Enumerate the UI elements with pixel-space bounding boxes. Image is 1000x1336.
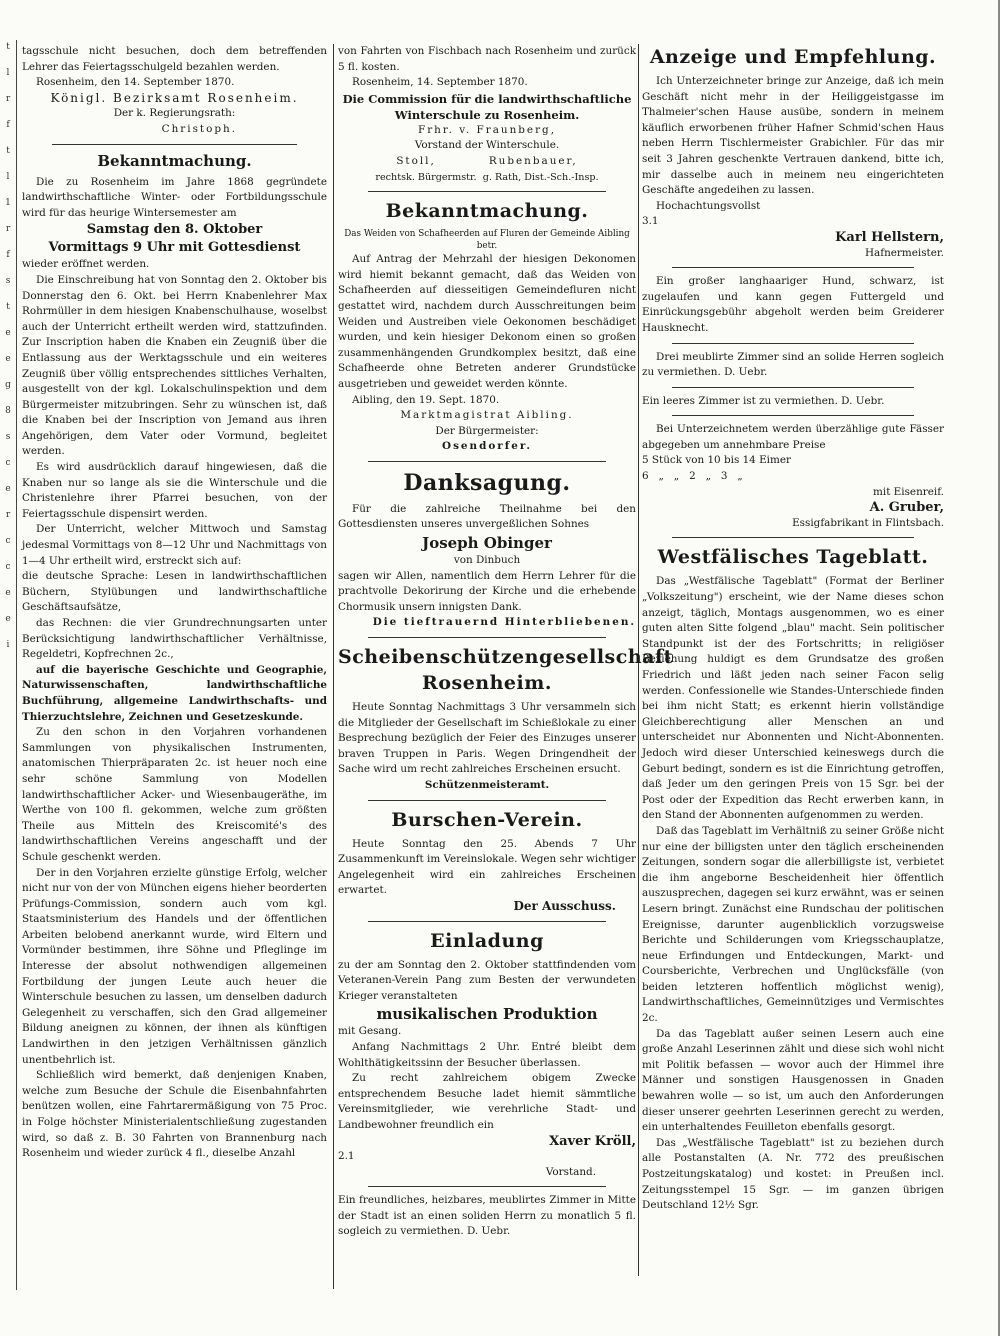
fragment-char: t	[6, 302, 10, 312]
paragraph: Für die zahlreiche Theilnahme bei den Gottesdiensten unseres unvergeßlichen Sohnes	[338, 502, 636, 531]
barrels-ad: Bei Unterzeichnetem werden überzählige gute Fässer abgegeben um annehmbare Preise	[642, 423, 944, 451]
paragraph: mit Gesang.	[338, 1025, 402, 1038]
fragment-char: 1	[5, 198, 11, 208]
column-rule	[333, 44, 334, 1289]
section-heading: Scheibenschützengesellschaft Rosenheim.	[338, 646, 673, 695]
signature: Frhr. v. Fraunberg,	[417, 123, 557, 136]
paragraph: Heute Sonntag den 25. Abends 7 Uhr Zusammenkunft im Vereinslokale. Wegen sehr wichtiger Angelegenheit wird ein zahlreiches Erscheinen erwartet.	[338, 837, 636, 897]
paragraph: Die Einschreibung hat von Sonntag den 2. Oktober bis Donnerstag den 6. Okt. bei Herrn Knabenlehrer Max Rohrmüller in dem hiesigen Knabenschulhause, woselbst auch der Unterricht ertheilt werden wird, stattzufinden. Zur Inscription haben die Knaben ein Zeugniß über die Entlassung aus der Werktagsschule und ein weiteres Zeugniß über völlig entsprechendes sittliches Verhalten, ausgestellt von der kgl. Lokalschulinspektion und dem Bürgermeister mitzubringen. Sehr zu wünschen ist, daß die Knaben bei der Inscription von Jemand aus ihren Angehörigen, dem Vater oder Vormund, begleitet werden.	[22, 273, 327, 458]
section-heading: Anzeige und Empfehlung.	[649, 46, 937, 68]
fragment-char: 8	[5, 406, 11, 416]
fragment-char: c	[5, 562, 11, 572]
paragraph: wieder eröffnet werden.	[22, 258, 150, 271]
official-title: Der Bürgermeister:	[435, 424, 539, 437]
fragment-char: f	[6, 250, 10, 260]
barrels-line: mit Eisenreif.	[873, 485, 944, 498]
fragment-char: c	[5, 458, 11, 468]
paragraph: sagen wir Allen, namentlich dem Herrn Lehrer für die prachtvolle Dekorirung der Kirche und die erhebende Chormusik unsern innigsten Dank.	[338, 569, 636, 613]
time-emphasis: Vormittags 9 Uhr mit Gottesdienst	[48, 240, 301, 256]
signature: Der Ausschuss.	[513, 898, 616, 913]
found-dog-ad: Ein großer langhaariger Hund, schwarz, ist zugelaufen und kann gegen Futtergeld und Einrückungsgebühr abgeholt werden beim Greiderer Hausknecht.	[642, 275, 944, 334]
divider	[672, 415, 914, 416]
signature: Stoll, Rubenbauer,	[396, 154, 578, 167]
signature: Die tieftrauernd Hinterbliebenen.	[372, 616, 636, 629]
section-heading: Einladung	[430, 929, 544, 952]
paragraph: Zu den schon in den Vorjahren vorhandenen Sammlungen von physikalischen Instrumenten, anatomischen Thierpräparaten 2c. ist heuer noch eine sehr schöne Sammlung von Modellen landwirthschaftlicher Acker- und Wiesenbaugeräthe, im Werthe von 100 fl. gekommen, welche zum größten Theile aus Mitteln des Kreiscomité's des landwirthschaftlichen Vereins angeschafft und der Schule geschenkt werden.	[22, 726, 327, 863]
paragraph: tagsschule nicht besuchen, doch dem betreffenden Lehrer das Feiertagsschulgeld bezahlen werden.	[22, 45, 327, 73]
column-right	[642, 44, 944, 1224]
room-ad: Ein freundliches, heizbares, meublirtes Zimmer in Mitte der Stadt ist an einen soliden Herrn zu monatlich 5 fl. sogleich zu vermiethen. D. Uebr.	[338, 1194, 636, 1238]
commission-name: Die Commission für die landwirthschaftliche Winterschule zu Rosenheim.	[342, 91, 632, 122]
signature-title: Vorstand der Winterschule.	[414, 139, 560, 152]
fragment-char: e	[5, 328, 11, 338]
date-line: Aibling, den 19. Sept. 1870.	[352, 393, 500, 406]
paragraph: Die zu Rosenheim im Jahre 1868 gegründete landwirthschaftliche Winter- oder Fortbildungsschule wird für das heurige Wintersemester am	[22, 175, 327, 219]
divider	[368, 637, 606, 638]
paragraph: Daß das Tageblatt im Verhältniß zu seiner Größe nicht nur eine der billigsten unter den täglich erscheinenden Zeitungen, sondern sogar die allerbilligste ist, verbietet die ihm angeborne Bescheidenheit hier öffentlich auszusprechen, dagegen sei kurz erwähnt, was er seinen Lesern bringt. Zunächst eine Rundschau der politischen Ereignisse, darunter augenblicklich vorzugsweise Berichte und Schilderungen vom Kriegsschauplatze, neue Erfindungen und Entdeckungen, Markt- und Coursberichte, Verbrechen und Unglücksfälle (von beiden letzteren hoffentlich möglichst wenig), Landwirthschaftliches, Gemeinnütziges und Vermischtes 2c.	[642, 824, 944, 1025]
section-heading: Bekanntmachung.	[385, 200, 589, 223]
signature: A. Gruber,	[869, 500, 944, 516]
paragraph: Heute Sonntag Nachmittags 3 Uhr versammeln sich die Mitglieder der Gesellschaft im Schießlokale zu einer Besprechung bezüglich der Feier des Einzuges unserer braven Truppen in Paris. Wegen Dringendheit der Sache wird um recht zahlreiches Erscheinen ersucht.	[338, 701, 636, 776]
paragraph: Ich Unterzeichneter bringe zur Anzeige, daß ich mein Geschäft nicht mehr in der Heiliggeistgasse im Thalmeier'schen Hause ausübe, sondern in meinem käuflich erworbenen früher Hafner Schmid'schen Haus neben Herrn Tischlermeister Grabichler. Für das mir seit 3 Jahren geschenkte Vertrauen dankend, bitte ich, mir dasselbe auch in meinem neu eingerichteten Geschäfte angedeihen zu lassen.	[642, 75, 944, 197]
column-left	[22, 44, 327, 1294]
paragraph: Der in den Vorjahren erzielte günstige Erfolg, welcher nicht nur von der von München eigens hieher beorderten Prüfungs-Commission, sondern auch vom kgl. Staatsministerium des Handels und der öffentlichen Arbeiten belobend anerkannt wurde, wird Eltern und Vormünder bestimmen, ihre Söhne und Pfleglinge im Interesse der absolut nothwendigen allgemeinen Fortbildung der jungen Leute auch heuer die Winterschule besuchen zu lassen, um denselben dadurch Gelegenheit zu verschaffen, sich den Grad allgemeiner Bildung aneignen zu können, der ihnen als künftigen Landwirthen in den jetzigen Verhältnissen gänzlich unentbehrlich ist.	[22, 866, 327, 1066]
barrels-line: 6 „ „ 2 „ 3 „	[642, 470, 743, 483]
closing: Hochachtungsvollst	[656, 199, 761, 212]
fragment-char: e	[5, 354, 11, 364]
fragment-char: t	[6, 42, 10, 52]
fragment-char: r	[5, 224, 11, 234]
fragment-char: e	[5, 614, 11, 624]
fragment-char: r	[5, 94, 11, 104]
signature-title: Vorstand.	[545, 1165, 596, 1178]
room-ad: Ein leeres Zimmer ist zu vermiethen. D. Uebr.	[642, 394, 885, 407]
divider	[368, 461, 606, 462]
paragraph: zu der am Sonntag den 2. Oktober stattfindenden vom Veteranen-Verein Pang zum Besten der verwundeten Krieger veranstalteten	[338, 958, 636, 1002]
signature: Schützenmeisteramt.	[424, 779, 550, 791]
paragraph: von Fahrten von Fischbach nach Rosenheim und zurück 5 fl. kosten.	[338, 45, 636, 73]
subheading: Das Weiden von Schafheerden auf Fluren der Gemeinde Aibling betr.	[344, 229, 630, 252]
divider	[672, 267, 914, 268]
divider	[368, 921, 606, 922]
divider	[368, 1186, 606, 1187]
signature: Xaver Kröll,	[549, 1133, 636, 1149]
paragraph: Das „Westfälische Tageblatt" (Format der Berliner „Volkszeitung") erscheint, wie der Name dieses schon anzeigt, täglich, Montags ausgenommen, wo es einer guten alten Sitte folgend „blau" macht. Sein politischer Standpunkt ist der des Fortschritts; in religiöser Beziehung huldigt es dem Grundsatze des großen Friedrich und läßt jeden nach seiner Facon selig werden. Confessionelle wie Standes-Unterschiede finden bei ihm nicht Statt; es erkennt hierin vollständige Gleichberechtigung aller Menschen an und unterscheidet nur Abonnenten und Nicht-Abonnenten. Jedoch wird dieser Unterschied keineswegs durch die Geburt bedingt, sondern es ist die Einrichtung getroffen, daß Jeder um den geringen Preis von 15 Sgr. bei der Post oder der Expedition das Recht erwerben kann, in den Stand der Abonnenten aufgenommen zu werden.	[642, 575, 944, 822]
section-heading: Bekanntmachung.	[97, 151, 252, 170]
fragment-char: s	[5, 432, 11, 442]
fragment-char: f	[6, 120, 10, 130]
paragraph: Da das Tageblatt außer seinen Lesern auch eine große Anzahl Leserinnen zählt und diese sich wohl nicht mit Politik befassen — wovor auch der Himmel ihre Männer und sonstigen Hausgenossen in Gnaden bewahren wolle — so ist, um auch den Anforderungen dieser unserer geehrten Leserinnen gerecht zu werden, ein unterhaltendes Feuilleton ebenfalls gesorgt.	[642, 1027, 944, 1134]
issuer: Marktmagistrat Aibling.	[400, 409, 574, 422]
date-emphasis: Samstag den 8. Oktober	[86, 222, 263, 238]
paragraph: Das „Westfälische Tageblatt" ist zu beziehen durch alle Postanstalten (A. Nr. 772 des preußischen Postzeitungskatalog) und kostet: in Preußen incl. Zeitungsstempel 15 Sgr. — im ganzen übrigen Deutschland 12½ Sgr.	[642, 1136, 944, 1212]
divider	[672, 537, 914, 538]
event-name: musikalischen Produktion	[376, 1005, 598, 1024]
office-name: Königl. Bezirksamt Rosenheim.	[50, 90, 299, 105]
reference-number: 3.1	[642, 215, 659, 228]
fragment-char: g	[5, 380, 11, 390]
fragment-char: r	[5, 510, 11, 520]
paragraph: Schließlich wird bemerkt, daß denjenigen Knaben, welche zum Besuche der Schule die Eisenbahnfahrten benützen wollen, eine Fahrtarermäßigung von 75 Proc. in Folge höchster Ministerialentschließung zugestanden wird, so daß z. B. 30 Fahrten von Brannenburg nach Rosenheim und wieder zurück 4 fl., dieselbe Anzahl	[22, 1069, 327, 1160]
section-heading: Westfälisches Tageblatt.	[657, 546, 929, 569]
signature-title: rechtsk. Bürgermstr. g. Rath, Dist.-Sch.-Insp.	[375, 171, 599, 183]
official-name: Christoph.	[161, 122, 237, 135]
origin: von Dinbuch	[453, 554, 521, 567]
left-margin-fragment	[0, 40, 17, 1290]
divider	[368, 800, 606, 801]
divider	[52, 144, 297, 145]
divider	[672, 343, 914, 344]
subject-item: die deutsche Sprache: Lesen in landwirthschaftlichen Büchern, Stylübungen und landwirthschaftliche Geschäftsaufsätze,	[22, 570, 327, 614]
paragraph: Zu recht zahlreichem obigem Zwecke entsprechendem Besuche ladet hiemit sämmtliche Vereinsmitglieder, wie verehrliche Stadt- und Landbewohner freundlich ein	[338, 1072, 636, 1131]
fragment-char: e	[5, 484, 11, 494]
paragraph: Es wird ausdrücklich darauf hingewiesen, daß die Knaben nur so lange als sie die Winterschule und die Christenlehre ihrer Pfarrei besuchen, von der Feiertagsschule dispensirt werden.	[22, 461, 327, 520]
section-heading: Burschen-Verein.	[391, 808, 583, 831]
divider	[368, 191, 606, 192]
date-line: Rosenheim, 14. September 1870.	[352, 76, 528, 89]
signature-title: Hafnermeister.	[864, 246, 944, 259]
subject-item: auf die bayerische Geschichte und Geographie, Naturwissenschaften, landwirthschaftliche Buchführung, allgemeine Landwirthschafts- und Thierzuchtslehre, Zeichnen und Gesetzeskunde.	[22, 663, 327, 723]
divider	[672, 387, 914, 388]
reference-number: 2.1	[338, 1150, 355, 1163]
official-name: Osendorfer.	[442, 440, 532, 453]
fragment-char: c	[5, 536, 11, 546]
signature-title: Essigfabrikant in Flintsbach.	[792, 516, 944, 529]
fragment-char: l	[6, 172, 10, 182]
barrels-line: 5 Stück von 10 bis 14 Eimer	[642, 454, 791, 467]
fragment-char: t	[6, 146, 10, 156]
paragraph: Anfang Nachmittags 2 Uhr. Entré bleibt dem Wohlthätigkeitssinn der Besucher überlassen.	[338, 1040, 636, 1069]
signature: Karl Hellstern,	[835, 229, 944, 245]
fragment-char: l	[6, 68, 10, 78]
date-line: Rosenheim, den 14. September 1870.	[36, 76, 235, 89]
section-heading: Danksagung.	[403, 469, 571, 496]
deceased-name: Joseph Obinger	[422, 534, 552, 553]
subject-item: das Rechnen: die vier Grundrechnungsarten unter Berücksichtigung landwirthschaftlicher Verhältnisse, Regeldetri, Kopfrechnen 2c.,	[22, 617, 327, 661]
fragment-char: i	[6, 640, 10, 650]
official-title: Der k. Regierungsrath:	[113, 107, 236, 120]
paragraph: Auf Antrag der Mehrzahl der hiesigen Dekonomen wird hiemit bekannt gemacht, daß das Weiden von Schafheerden auf diesseitigen Gemeindefluren nicht gestattet wird, nachdem durch Ausschreitungen beim Weiden und Austreiben viele Oekonomen beschädiget wurden, und kein hiesiger Dekonom einen so großen zusammenhängenden Grundkomplex besitzt, daß eine Schafheerde ohne Betreten anderer Grundstücke ausgetrieben und geweidet werden könnte.	[338, 253, 636, 390]
fragment-char: e	[5, 588, 11, 598]
fragment-char: s	[5, 276, 11, 286]
rooms-ad: Drei meublirte Zimmer sind an solide Herren sogleich zu vermiethen. D. Uebr.	[642, 350, 944, 379]
paragraph: Der Unterricht, welcher Mittwoch und Samstag jedesmal Vormittags von 8—12 Uhr und Nachmittags von 1—4 Uhr ertheilt wird, erstreckt sich auf:	[22, 523, 327, 567]
